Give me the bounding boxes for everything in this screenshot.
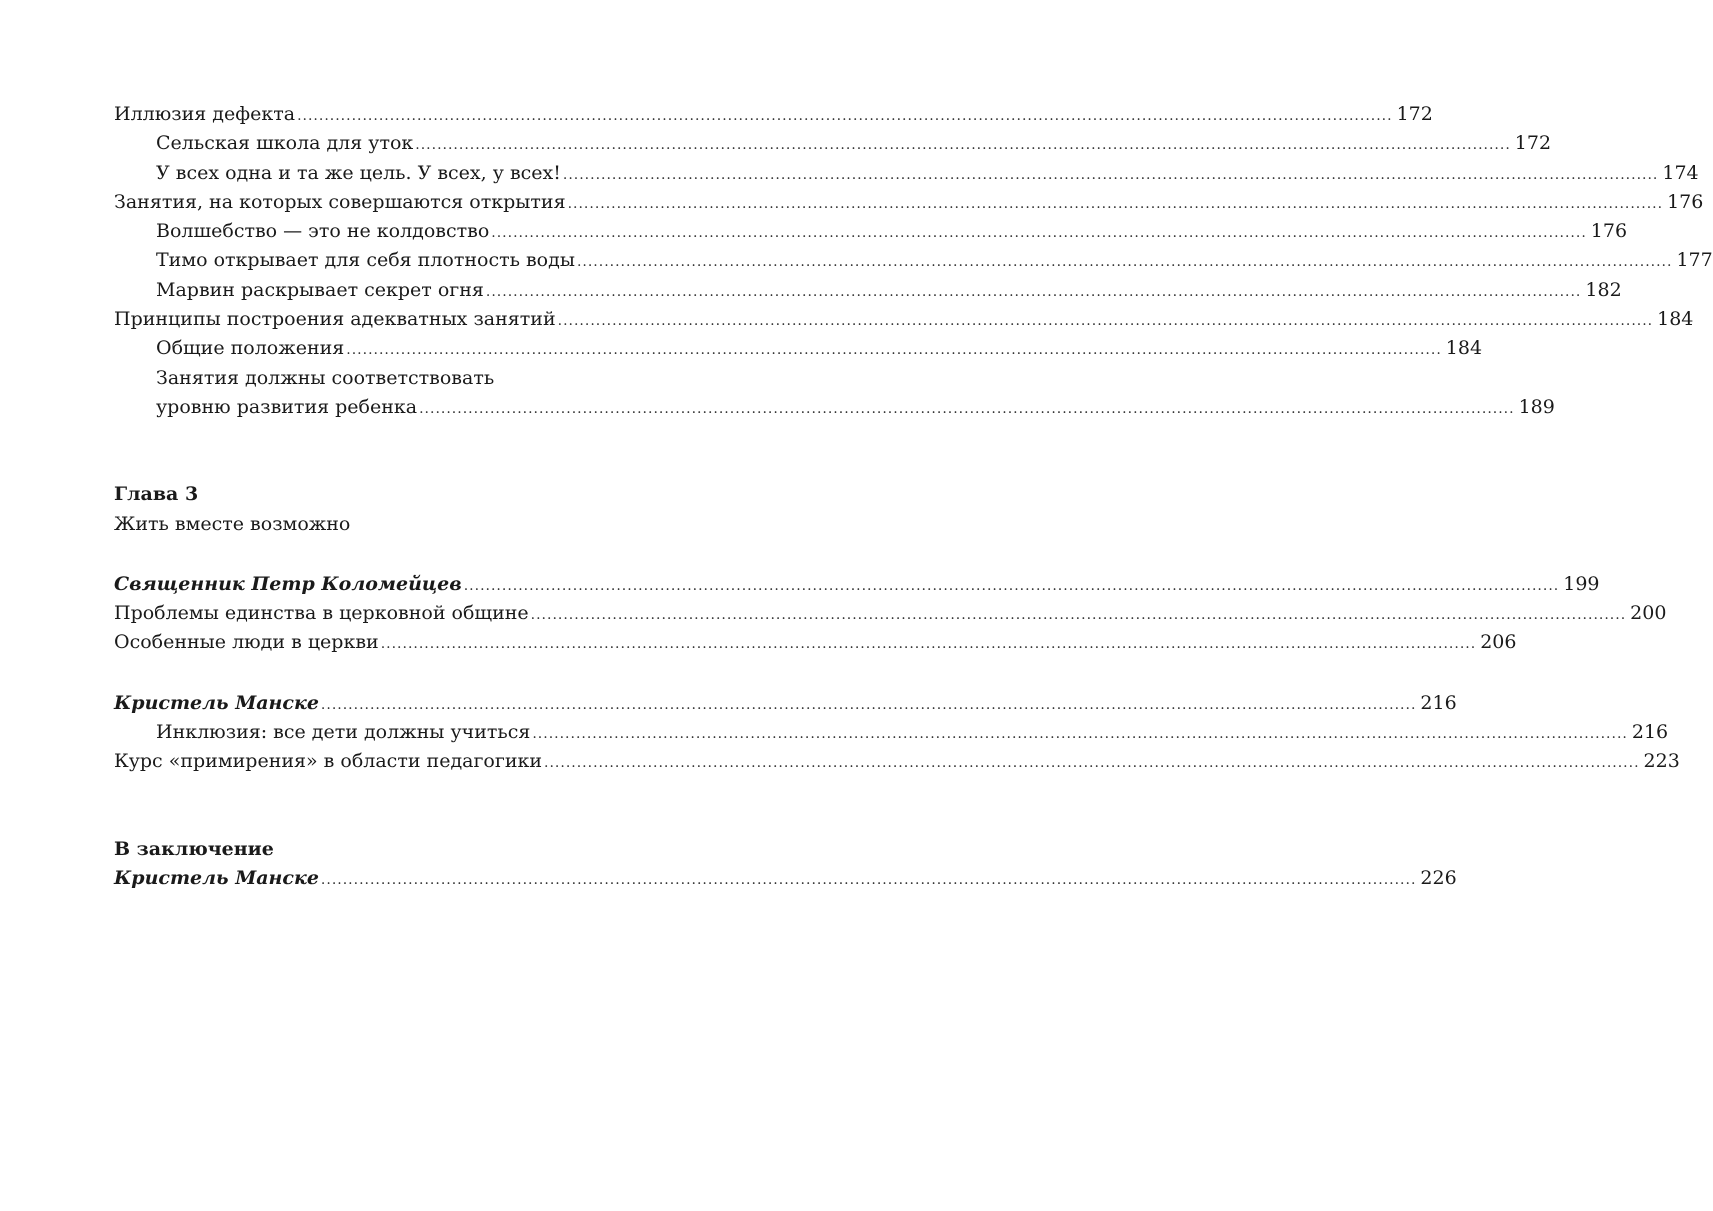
toc-entry <box>114 217 1628 246</box>
toc-author-entry <box>114 570 1600 599</box>
toc-entry-title: Иллюзия дефекта <box>114 103 296 125</box>
toc-entry-title: Курс «примирения» в области педагогики <box>114 750 543 773</box>
toc-entry <box>114 718 1669 747</box>
toc-entry-title-line2: уровню развития ребенка <box>156 395 418 418</box>
toc-entry-page: 176 <box>1590 220 1628 243</box>
toc-entry-page: 182 <box>1585 278 1622 301</box>
toc-entry-title: Занятия, на которых совершаются открытия <box>114 190 566 213</box>
toc-entry-title: Общие положения <box>156 337 345 360</box>
toc-entry-page: 172 <box>1514 132 1552 155</box>
toc-entry-page: 216 <box>1631 721 1669 744</box>
author-name: Кристель Манске <box>114 691 319 714</box>
toc-entry-title: Сельская школа для уток <box>156 132 414 155</box>
dot-leader <box>297 102 1393 131</box>
toc-entry-title: Волшебство — это не колдовство <box>156 220 490 243</box>
dot-leader <box>415 131 1511 160</box>
dot-leader <box>577 248 1673 277</box>
toc-entry-title: Марвин раскрывает секрет огня <box>156 278 484 301</box>
dot-leader <box>544 749 1640 778</box>
toc-entry-title-line1: Занятия должны соответствовать <box>156 366 495 389</box>
dot-leader <box>563 161 1659 190</box>
toc-entry-page: 184 <box>1445 337 1483 360</box>
dot-leader <box>568 190 1664 219</box>
toc-entry <box>114 100 1433 129</box>
dot-leader <box>419 395 1515 424</box>
toc-entry-page: 177 <box>1676 249 1713 272</box>
table-of-contents <box>114 100 1713 893</box>
toc-entry-page: 176 <box>1667 190 1704 213</box>
dot-leader <box>346 336 1442 365</box>
toc-entry-page: 172 <box>1396 103 1433 125</box>
dot-leader <box>464 572 1560 601</box>
chapter-label: Глава 3 <box>114 483 199 506</box>
dot-leader <box>531 601 1627 630</box>
toc-entry-title: Проблемы единства в церковной общине <box>114 602 529 625</box>
toc-entry-title: Инклюзия: все дети должны учиться <box>156 721 531 744</box>
toc-entry-title: Особенные люди в церкви <box>114 631 379 654</box>
toc-entry-page: 226 <box>1420 866 1457 889</box>
toc-entry <box>114 246 1713 275</box>
toc-entry-page: 199 <box>1563 572 1600 595</box>
toc-entry <box>114 628 1517 657</box>
toc-entry <box>114 747 1680 776</box>
dot-leader <box>486 278 1582 307</box>
toc-entry <box>114 393 1555 422</box>
toc-entry-page: 189 <box>1518 395 1555 418</box>
toc-entry-title: Принципы построения адекватных занятий <box>114 308 556 331</box>
toc-entry-page: 216 <box>1420 691 1457 714</box>
toc-entry-page: 223 <box>1643 750 1680 773</box>
toc-entry-page: 206 <box>1480 631 1517 654</box>
dot-leader <box>491 219 1587 248</box>
dot-leader <box>381 630 1477 659</box>
toc-entry-title: Тимо открывает для себя плотность воды <box>156 249 575 272</box>
toc-entry-page: 174 <box>1662 161 1699 184</box>
toc-entry <box>114 129 1552 158</box>
toc-entry <box>114 159 1699 188</box>
dot-leader <box>558 307 1654 336</box>
toc-entry <box>114 188 1704 217</box>
toc-entry <box>114 599 1667 628</box>
toc-author-entry <box>114 864 1457 893</box>
dot-leader <box>321 866 1417 895</box>
toc-entry <box>114 276 1622 305</box>
dot-leader <box>321 691 1417 720</box>
toc-entry-title: У всех одна и та же цель. У всех, у всех! <box>156 161 561 184</box>
dot-leader <box>532 720 1628 749</box>
author-name: Священник Петр Коломейцев <box>114 572 462 595</box>
toc-entry-page: 184 <box>1657 308 1694 331</box>
toc-entry-page: 200 <box>1630 602 1667 625</box>
toc-entry <box>114 334 1483 363</box>
author-name: Кристель Манске <box>114 866 319 889</box>
toc-entry <box>114 305 1694 334</box>
chapter-title: Жить вместе возможно <box>114 512 351 535</box>
toc-author-entry <box>114 689 1457 718</box>
conclusion-heading: В заключение <box>114 837 274 860</box>
